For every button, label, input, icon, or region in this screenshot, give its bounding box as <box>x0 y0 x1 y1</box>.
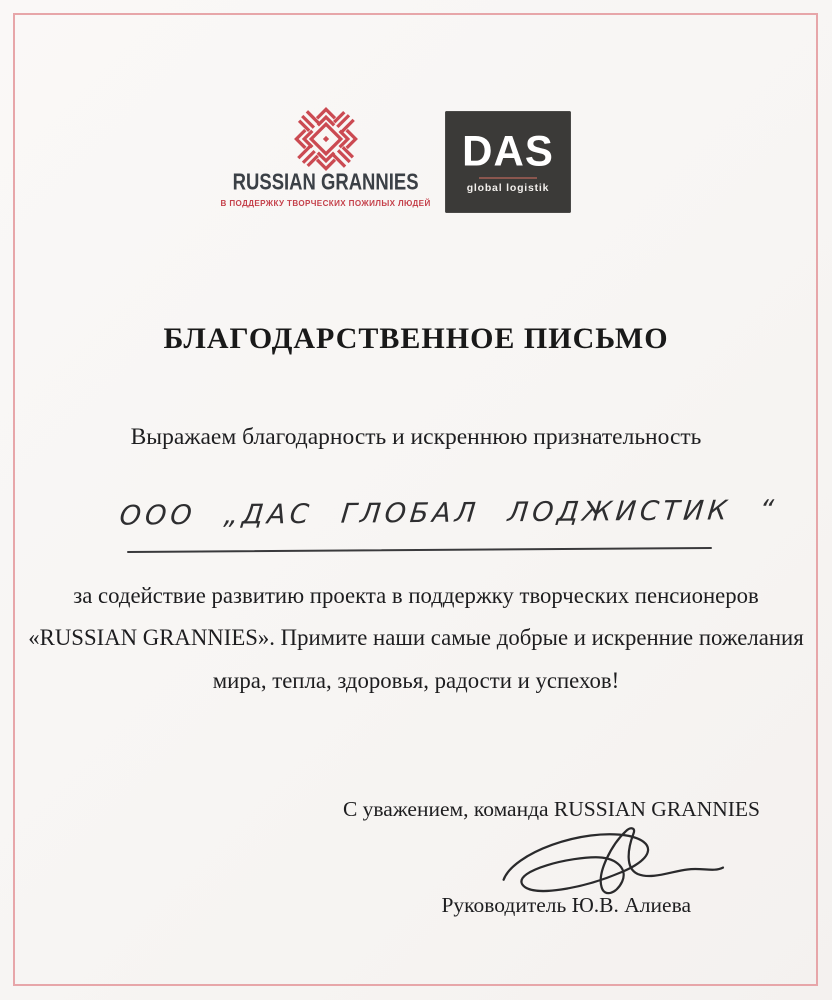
das-wordmark: DAS <box>462 126 554 175</box>
slavic-ornament-icon <box>287 100 365 178</box>
letter-title: БЛАГОДАРСТВЕННОЕ ПИСЬМО <box>163 322 669 355</box>
das-divider <box>479 177 537 179</box>
das-subtitle: global logistik <box>466 182 550 195</box>
recipient-handwriting: ООО „ДАС ГЛОБАЛ ЛОДЖИСТИК “ <box>118 494 779 532</box>
signature-icon <box>482 820 738 904</box>
grannies-tagline: В ПОДДЕРЖКУ ТВОРЧЕСКИХ ПОЖИЛЫХ ЛЮДЕЙ <box>220 198 432 208</box>
das-logo <box>445 111 571 213</box>
russian-grannies-logo <box>220 100 432 212</box>
body-line-3: мира, тепла, здоровья, радости и успехов! <box>212 668 620 693</box>
body-line-2: «RUSSIAN GRANNIES». Примите наши самые добрые и искренние пожелания <box>28 625 804 650</box>
recipient-underline <box>127 547 712 553</box>
grannies-wordmark: RUSSIAN GRANNIES <box>233 170 419 195</box>
closing-line: С уважением, команда RUSSIAN GRANNIES <box>342 797 760 821</box>
signatory-line: Руководитель Ю.В. Алиева <box>441 893 691 917</box>
intro-line: Выражаем благодарность и искреннюю признательность <box>130 424 702 450</box>
body-line-1: за содействие развитию проекта в поддержку творческих пенсионеров <box>73 583 759 608</box>
